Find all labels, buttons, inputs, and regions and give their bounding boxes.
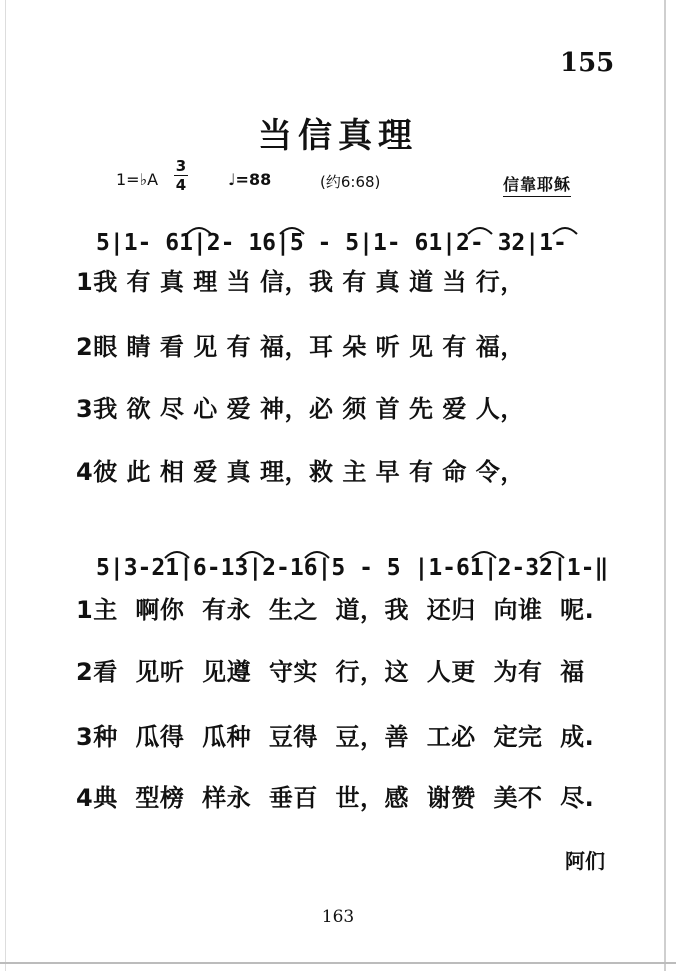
lyric-line-2-verse-4: 4典 型榜 样永 垂百 世，感 谢赞 美不 尽. [76,784,595,812]
lyric-line-1-verse-1: 1我 有 真 理 当 信，我 有 真 道 当 行， [76,268,525,296]
page-number: 163 [321,907,355,927]
time-signature-bottom: 4 [175,176,187,194]
lyric-line-2-verse-1: 1主 啊你 有永 生之 道，我 还归 向谁 呢. [76,596,595,624]
hymn-title: 当信真理 [258,116,418,156]
notation-line-1: 5|1- 61|2- 16|5 - 5|1- 61|2- 32|1- [96,230,567,256]
lyric-line-2-verse-3: 3种 瓜得 瓜种 豆得 豆，善 工必 定完 成. [76,723,595,751]
time-signature-top: 3 [175,157,187,175]
page-edge-bottom [0,962,676,964]
tempo-marking: ♩=88 [228,170,272,189]
scripture-reference: (约6:68) [320,173,381,191]
lyric-line-1-verse-4: 4彼 此 相 爱 真 理，救 主 早 有 命 令， [76,458,525,486]
hymn-number: 155 [560,48,615,78]
lyric-line-2-verse-2: 2看 见听 见遵 守实 行，这 人更 为有 福 [76,658,585,686]
slur-marks-1 [185,222,625,236]
amen-ending: 阿们 [565,849,605,873]
hymn-theme: 信靠耶稣 [503,172,571,197]
lyric-line-1-verse-2: 2眼 睛 看 见 有 福，耳 朵 听 见 有 福， [76,333,525,361]
notation-line-2: 5|3-21|6-13|2-16|5 - 5 |1-61|2-32|1-‖ [96,555,609,581]
slur-marks-2 [160,546,590,560]
lyric-line-1-verse-3: 3我 欲 尽 心 爱 神，必 须 首 先 爱 人， [76,395,525,423]
time-signature [174,158,188,193]
key-signature: 1=♭A [116,170,159,189]
